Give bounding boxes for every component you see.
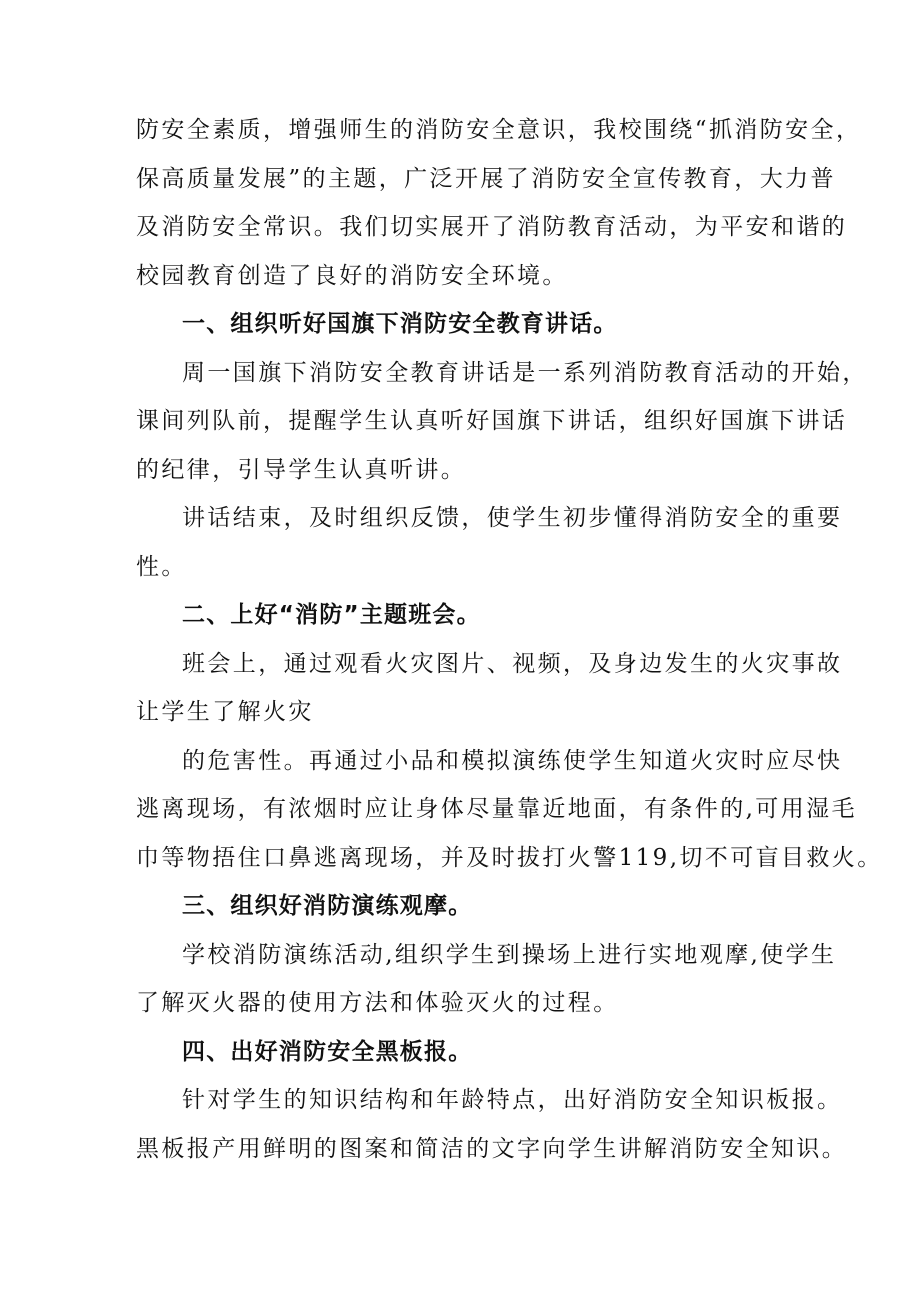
paragraph-line: 的纪律，引导学生认真听讲。 xyxy=(136,456,467,483)
paragraph-line: 周一国旗下消防安全教育讲话是一系列消防教育活动的开始， xyxy=(182,359,868,386)
paragraph-line: 巾等物捂住口鼻逃离现场，并及时拔打火警119,切不可盲目救火。 xyxy=(136,844,883,871)
paragraph-line: 黑板报产用鲜明的图案和简洁的文字向学生讲解消防安全知识。 xyxy=(136,1135,848,1162)
section-heading-1: 一、组织听好国旗下消防安全教育讲话。 xyxy=(182,311,618,337)
document-page xyxy=(136,106,883,1173)
paragraph-line: 性。 xyxy=(136,553,187,580)
paragraph-line: 保高质量发展”的主题，广泛开展了消防安全宣传教育，大力普 xyxy=(136,165,836,192)
paragraph-line: 学校消防演练活动,组织学生到操场上进行实地观摩,使学生 xyxy=(182,941,837,968)
paragraph-line: 了解灭火器的使用方法和体验灭火的过程。 xyxy=(136,990,619,1016)
paragraph-line: 及消防安全常识。我们切实展开了消防教育活动，为平安和谐的 xyxy=(136,214,848,240)
paragraph-line: 讲话结束，及时组织反馈，使学生初步懂得消防安全的重要 xyxy=(182,505,843,531)
paragraph-line: 逃离现场，有浓烟时应让身体尽量靠近地面，有条件的,可用湿毛 xyxy=(136,796,857,822)
paragraph-line: 的危害性。再通过小品和模拟演练使学生知道火灾时应尽快 xyxy=(182,747,843,774)
paragraph-line: 校园教育创造了良好的消防安全环境。 xyxy=(136,262,568,289)
section-heading-3: 三、组织好消防演练观摩。 xyxy=(182,893,473,919)
paragraph-line: 针对学生的知识结构和年龄特点，出好消防安全知识板报。 xyxy=(182,1087,843,1113)
section-heading-2: 二、上好“消防”主题班会。 xyxy=(182,602,481,628)
paragraph-line: 课间列队前，提醒学生认真听好国旗下讲话，组织好国旗下讲话 xyxy=(136,408,848,434)
paragraph-line: 防安全素质，增强师生的消防安全意识，我校围绕“抓消防安全， xyxy=(136,117,862,143)
section-heading-4: 四、出好消防安全黑板报。 xyxy=(182,1038,473,1065)
paragraph-line: 让学生了解火灾 xyxy=(136,699,314,725)
paragraph-line: 班会上，通过观看火灾图片、视频，及身边发生的火灾事故 xyxy=(182,650,843,677)
